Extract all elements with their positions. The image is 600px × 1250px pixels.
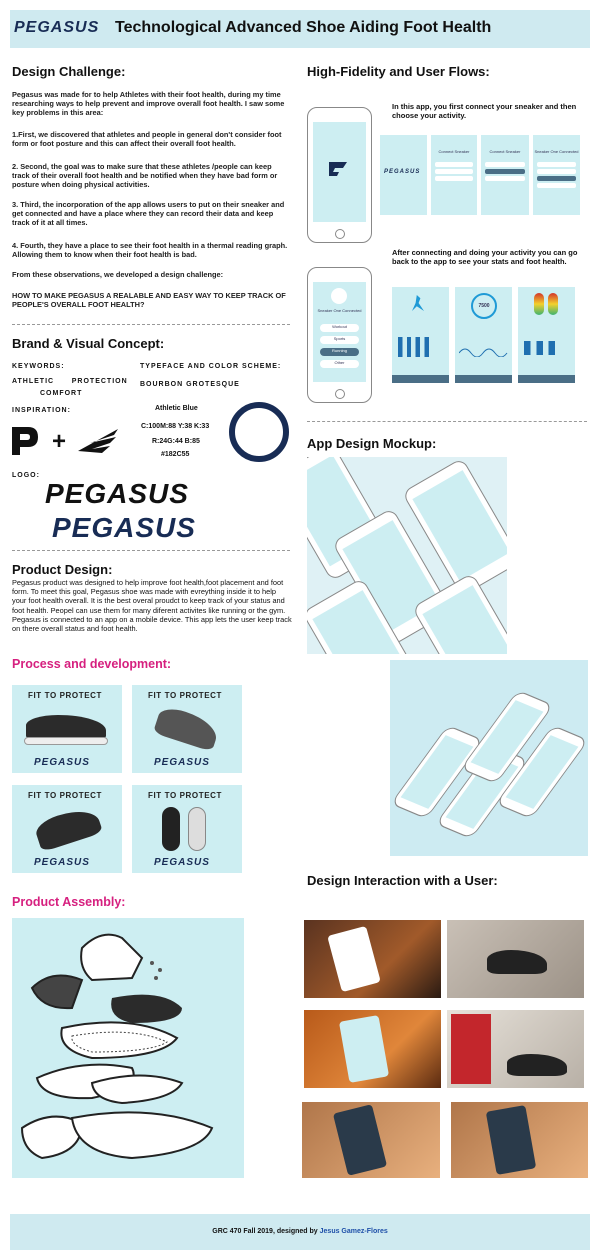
line-graph xyxy=(459,343,509,357)
app-screen xyxy=(431,135,477,215)
shoe-image xyxy=(33,804,103,852)
phone-mockup xyxy=(307,107,372,243)
screen-title: Sneaker One Connected xyxy=(534,149,579,154)
bottom-bar xyxy=(455,375,512,383)
footer-author: Jesus Gamez-Flores xyxy=(319,1228,388,1235)
tile-logo: PEGASUS xyxy=(154,757,210,768)
phone-in-hand xyxy=(327,926,381,992)
home-button xyxy=(335,389,345,399)
stats-screen xyxy=(455,287,512,383)
p-plus-wing-icon xyxy=(10,423,120,457)
screen-title: Sneaker One Connected xyxy=(317,308,362,313)
stat-value: 7500 xyxy=(478,303,490,309)
app-screen xyxy=(380,135,427,215)
typeface-name: BOURBON GROTESQUE xyxy=(140,381,240,388)
design-challenge-conclusion: From these observations, we developed a design challenge: xyxy=(12,270,224,279)
color-hex: #182C55 xyxy=(161,451,190,458)
design-challenge-intro: Pegasus was made for to help Athletes with their foot health, during my time researching ways to help prevent and improve overall foot health. I saw some key problems in this area: xyxy=(12,90,285,118)
bar-graph xyxy=(524,341,568,355)
inspiration-label: INSPIRATION: xyxy=(12,407,71,414)
bottom-bar xyxy=(392,375,449,383)
user-photo xyxy=(304,920,441,998)
user-photo xyxy=(304,1010,441,1088)
shoe-photo xyxy=(487,950,547,974)
splash-screen xyxy=(313,122,366,222)
keywords-label: KEYWORDS: xyxy=(12,363,65,370)
process-tile xyxy=(12,785,122,873)
activity-other: Other xyxy=(320,360,359,368)
shoe-sole-image xyxy=(188,807,206,851)
user-photo xyxy=(447,1010,584,1088)
divider xyxy=(12,324,290,325)
tile-logo: PEGASUS xyxy=(34,857,90,868)
process-tile xyxy=(132,685,242,773)
phone-in-hand xyxy=(333,1104,387,1176)
hifi-heading: High-Fidelity and User Flows: xyxy=(307,64,490,79)
tile-slogan: FIT TO PROTECT xyxy=(28,791,103,800)
stats-screen xyxy=(392,287,449,383)
tile-slogan: FIT TO PROTECT xyxy=(28,691,103,700)
footer-label: GRC 470 Fall 2019, designed by xyxy=(212,1228,320,1235)
banner-image xyxy=(451,1014,491,1084)
divider xyxy=(12,550,290,551)
activity-workout: Workout xyxy=(320,324,359,332)
mockup-render xyxy=(390,660,588,856)
brand-heading: Brand & Visual Concept: xyxy=(12,336,165,351)
activity-sports: Sports xyxy=(320,336,359,344)
design-challenge-point: 2. Second, the goal was to make sure that these athletes /people can keep track of their overall foot health and be notified when they have bad form or posture when doing physical activities. xyxy=(12,162,278,190)
foot-heatmap-right xyxy=(548,293,558,315)
bar-graph xyxy=(398,337,442,357)
header-logo: PEGASUS xyxy=(14,19,100,36)
hifi-caption: After connecting and doing your activity you can go back to the app to see your stats and foot health. xyxy=(392,248,578,266)
sneaker-icon xyxy=(331,288,347,304)
stats-screen xyxy=(518,287,575,383)
typeface-label: TYPEFACE AND COLOR SCHEME: xyxy=(140,363,282,370)
svg-text:+: + xyxy=(52,428,67,455)
keywords-line: ATHLETIC PROTECTION xyxy=(12,378,128,385)
user-photo xyxy=(447,920,584,998)
assembly-diagram xyxy=(12,918,244,1178)
inspiration-symbols xyxy=(10,423,120,462)
shoe-sole-image xyxy=(162,807,180,851)
footer-text xyxy=(0,1228,600,1235)
app-screen xyxy=(533,135,580,215)
process-tile xyxy=(132,785,242,873)
mockup-image xyxy=(307,457,507,654)
phone-mockup xyxy=(307,267,372,403)
foot-heatmap-left xyxy=(534,293,544,315)
design-challenge-heading: Design Challenge: xyxy=(12,64,126,79)
shoe-image xyxy=(153,704,221,752)
home-button xyxy=(335,229,345,239)
logo-label: LOGO: xyxy=(12,472,40,479)
connected-screen xyxy=(313,282,366,382)
color-rgb: R:24G:44 B:85 xyxy=(152,438,200,445)
app-screen xyxy=(481,135,529,215)
pegasus-mark-icon xyxy=(327,160,351,180)
tile-slogan: FIT TO PROTECT xyxy=(148,791,223,800)
keywords-line: COMFORT xyxy=(40,390,83,397)
shoe-sole xyxy=(24,737,108,745)
runner-icon xyxy=(412,295,424,311)
assembly-heading: Product Assembly: xyxy=(12,895,126,909)
logo-blue: PEGASUS xyxy=(52,512,196,543)
color-name: Athletic Blue xyxy=(155,405,198,412)
color-swatch xyxy=(229,402,289,462)
hifi-caption: In this app, you first connect your sneaker and then choose your activity. xyxy=(392,102,577,120)
activity-running: Running xyxy=(320,348,359,356)
color-cmyk: C:100M:88 Y:38 K:33 xyxy=(141,423,210,430)
tile-logo: PEGASUS xyxy=(154,857,210,868)
tile-slogan: FIT TO PROTECT xyxy=(148,691,223,700)
design-challenge-point: 1.First, we discovered that athletes and people in general don't consider foot form or foot posture and this can affect their overall foot health. xyxy=(12,130,282,149)
screen-title: Connect Sneaker xyxy=(438,149,470,154)
phone-in-hand xyxy=(486,1105,537,1175)
tile-logo: PEGASUS xyxy=(34,757,90,768)
mockup-heading: App Design Mockup: xyxy=(307,436,437,451)
interaction-heading: Design Interaction with a User: xyxy=(307,873,498,888)
divider xyxy=(307,421,587,422)
user-photo xyxy=(451,1102,588,1178)
bottom-bar xyxy=(518,375,575,383)
process-tile xyxy=(12,685,122,773)
exploded-shoe-icon xyxy=(12,918,244,1178)
product-design-text: Pegasus product was designed to help improve foot health,foot placement and foot form. To meet this goal, Pegasus shoe was made with evreything inside it to help your foot health overall. It is the best overal proudct to keep track of your status and foot health. Peopel can use them for many diferent activites like running or the gym. Pegasus is connected to an app on a mobile device. This app lets the user keep track on there overall status and foot health. xyxy=(12,578,292,634)
screen-title: Connect Sneaker xyxy=(489,149,521,154)
page-title: Technological Advanced Shoe Aiding Foot Health xyxy=(115,19,492,36)
design-challenge-question: HOW TO MAKE PEGASUS A REALABLE AND EASY WAY TO KEEP TRACK OF PEOPLE'S OVERALL FOOT HEALTH? xyxy=(12,291,286,310)
logo-black: PEGASUS xyxy=(45,478,189,509)
product-design-heading: Product Design: xyxy=(12,562,113,577)
design-challenge-point: 3. Third, the incorporation of the app allows users to put on their sneaker and get connected and have a place where they can record their data and keep track of it at all times. xyxy=(12,200,285,228)
screen-logo: PEGASUS xyxy=(384,169,421,175)
design-challenge-point: 4. Fourth, they have a place to see their foot health in a thermal reading graph. Allowing them to know when their foot health is bad. xyxy=(12,241,288,260)
phone-in-hand xyxy=(339,1015,389,1083)
shoe-photo xyxy=(507,1054,567,1076)
user-photo xyxy=(302,1102,440,1178)
process-heading: Process and development: xyxy=(12,657,172,671)
